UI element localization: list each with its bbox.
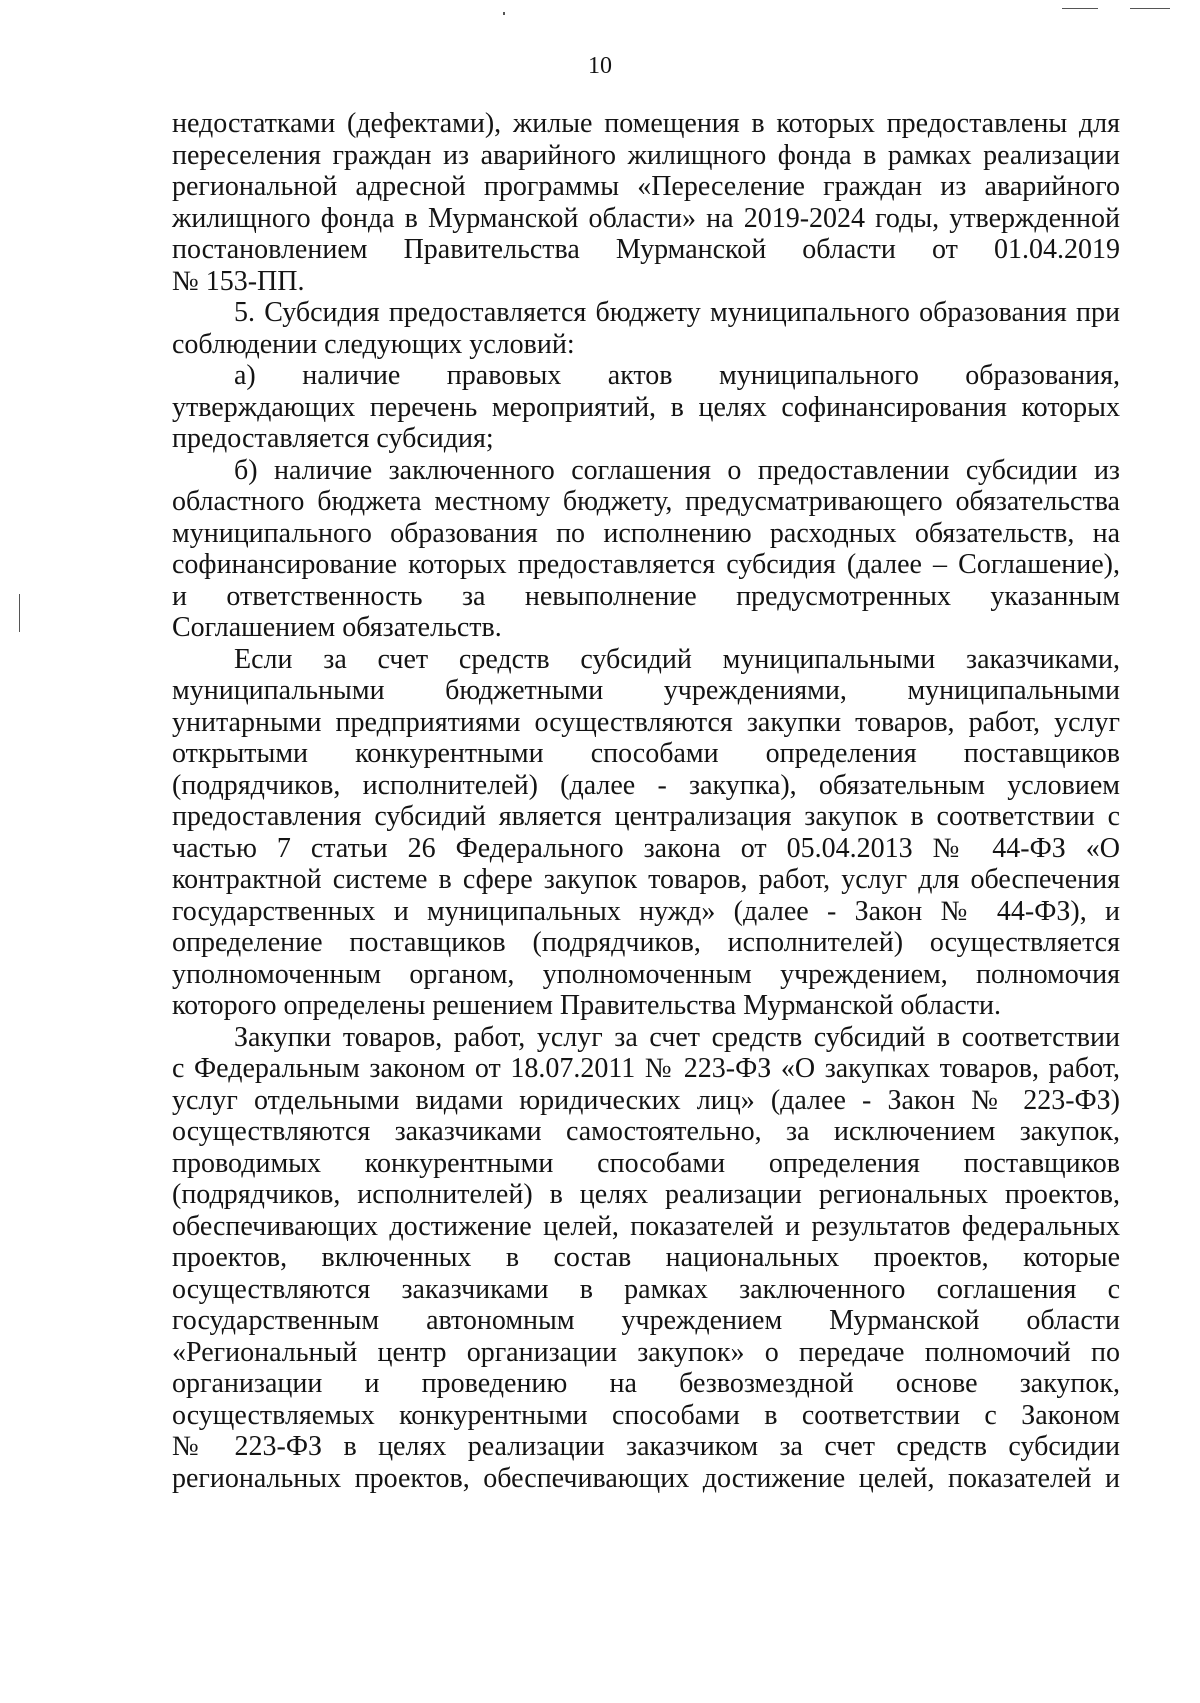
text-line: определение поставщиков (подрядчиков, исполнителей) осуществляется (172, 927, 1120, 958)
text-line: б) наличие заключенного соглашения о предоставлении субсидии из (234, 454, 1120, 486)
text-line: частью 7 статьи 26 Федерального закона от 05.04.2013 № 44-ФЗ «О (172, 832, 1120, 864)
text-line: осуществляемых конкурентными способами в соответствии с Законом (172, 1399, 1120, 1431)
text-line: обеспечивающих достижение целей, показателей и результатов федеральных (172, 1210, 1120, 1242)
text-line: недостатками (дефектами), жилые помещения в которых предоставлены для (172, 108, 1120, 139)
text-line: № 223-ФЗ в целях реализации заказчиком за счет средств субсидии (172, 1431, 1120, 1462)
text-line: контрактной системе в сфере закупок товаров, работ, услуг для обеспечения (172, 864, 1120, 895)
text-line: осуществляются заказчиками самостоятельно, за исключением закупок, (172, 1116, 1120, 1147)
text-line: проектов, включенных в состав национальных проектов, которые (172, 1242, 1120, 1273)
text-line: 5. Субсидия предоставляется бюджету муниципального образования при (234, 297, 1120, 328)
text-line: соблюдении следующих условий: (172, 328, 575, 360)
scan-mark-top-3 (503, 12, 505, 15)
text-line: утверждающих перечень мероприятий, в целях софинансирования которых (172, 391, 1120, 423)
text-line: софинансирование которых предоставляется субсидия (далее – Соглашение), (172, 549, 1120, 580)
text-line: (подрядчиков, исполнителей) в целях реализации региональных проектов, (172, 1179, 1120, 1210)
text-line: которого определены решением Правительства Мурманской области. (172, 990, 1002, 1021)
text-line: муниципальными бюджетными учреждениями, муниципальными (172, 675, 1120, 706)
text-line: государственных и муниципальных нужд» (далее - Закон № 44-ФЗ), и (172, 895, 1120, 927)
text-line: а) наличие правовых актов муниципального образования, (234, 360, 1120, 391)
text-line: и ответственность за невыполнение предусмотренных указанным (172, 580, 1120, 612)
scan-mark-top-2 (1130, 8, 1170, 9)
text-line: переселения граждан из аварийного жилищного фонда в рамках реализации (172, 139, 1120, 171)
paragraph (172, 360, 1120, 455)
text-line: унитарными предприятиями осуществляются закупки товаров, работ, услуг (172, 706, 1120, 738)
text-line: организации и проведению на безвозмездной основе закупок, (172, 1368, 1120, 1399)
paragraph (172, 644, 1120, 1022)
paragraph (172, 1022, 1120, 1495)
text-line: с Федеральным законом от 18.07.2011 № 223-ФЗ «О закупках товаров, работ, (172, 1053, 1120, 1084)
text-line: предоставления субсидий является централизация закупок в соответствии с (172, 801, 1120, 832)
text-line: открытыми конкурентными способами определения поставщиков (172, 738, 1120, 769)
page-number: 10 (588, 53, 612, 79)
text-line: Если за счет средств субсидий муниципальными заказчиками, (234, 643, 1120, 675)
paragraph (172, 297, 1120, 360)
scan-mark-left (19, 594, 20, 632)
paragraph (172, 108, 1120, 297)
text-line: № 153-ПП. (172, 265, 305, 297)
text-line: предоставляется субсидия; (172, 423, 494, 454)
text-line: областного бюджета местному бюджету, предусматривающего обязательства (172, 486, 1120, 517)
text-line: государственным автономным учреждением Мурманской области (172, 1305, 1120, 1336)
text-line: Соглашением обязательств. (172, 612, 502, 643)
text-line: Закупки товаров, работ, услуг за счет средств субсидий в соответствии (234, 1021, 1120, 1053)
text-line: услуг отдельными видами юридических лиц» (далее - Закон № 223-ФЗ) (172, 1084, 1120, 1116)
text-line: осуществляются заказчиками в рамках заключенного соглашения с (172, 1273, 1120, 1305)
scan-mark-top-1 (1062, 8, 1098, 9)
text-line: муниципального образования по исполнению расходных обязательств, на (172, 517, 1120, 549)
text-line: (подрядчиков, исполнителей) (далее - закупка), обязательным условием (172, 769, 1120, 801)
text-line: проводимых конкурентными способами определения поставщиков (172, 1147, 1120, 1179)
text-line: жилищного фонда в Мурманской области» на 2019-2024 годы, утвержденной (172, 202, 1120, 234)
text-line: уполномоченным органом, уполномоченным учреждением, полномочия (172, 958, 1120, 990)
text-line: постановлением Правительства Мурманской области от 01.04.2019 (172, 234, 1120, 265)
text-line: региональных проектов, обеспечивающих достижение целей, показателей и (172, 1462, 1120, 1494)
text-line: «Региональный центр организации закупок» о передаче полномочий по (172, 1336, 1120, 1368)
text-line: региональной адресной программы «Переселение граждан из аварийного (172, 171, 1120, 202)
document-body (172, 108, 1120, 1494)
paragraph (172, 455, 1120, 644)
